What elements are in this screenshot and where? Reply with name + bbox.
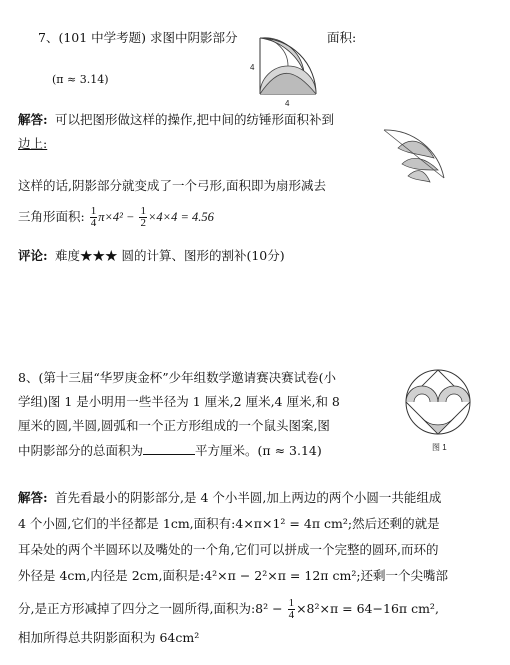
problem7-title-tail: 面积:	[327, 30, 357, 45]
fraction-one-quarter-8: $\frac{1}{4}$	[288, 597, 295, 621]
pi-note: (π ≈ 3.14)	[52, 73, 109, 86]
comment-label: 评论:	[18, 248, 48, 263]
problem7-title: 7、(101 中学考题) 求图中阴影部分	[38, 30, 238, 45]
problem8-figure	[392, 366, 488, 456]
formula-part2: ×4×4 = 4.56	[147, 210, 214, 224]
problem7-figure	[240, 34, 320, 114]
line4-prefix: 三角形面积:	[18, 209, 85, 224]
problem7-text-line4	[18, 206, 214, 229]
problem8-solution-label: 解答:	[18, 490, 48, 505]
problem8-line2: 学组)图 1 是小明用一些半径为 1 厘米,2 厘米,4 厘米,和 8	[18, 394, 340, 409]
formula-part1: π×4² −	[98, 210, 135, 224]
transformed-lens-2	[402, 158, 438, 170]
problem8-solution-line2: 4 个小圆,它们的半径都是 1cm,面积有:4×π×1² = 4π cm²;然后还剩的就是	[18, 516, 440, 531]
problem7-solution-line2: 边上:	[18, 136, 48, 151]
problem8-solution-line5	[18, 598, 439, 621]
figure-label: 图 1	[432, 443, 447, 452]
problem7-text-line3: 这样的话,阴影部分就变成了一个弓形,面积即为扇形减去	[18, 178, 326, 193]
answer-blank	[143, 442, 195, 455]
problem7-solution-label: 解答:	[18, 112, 48, 127]
problem8-line4	[18, 442, 322, 459]
problem8-solution-line3: 耳朵处的两个半圆环以及嘴处的一个角,它们可以拼成一个完整的圆环,而环的	[18, 542, 439, 557]
problem8-line1: 8、(第十三届“华罗庚金杯”少年组数学邀请赛决赛试卷(小	[18, 370, 336, 385]
problem8-solution-line6: 相加所得总共阴影面积为 64cm²	[18, 630, 200, 645]
fraction-one-quarter: $\frac{1}{4}$	[90, 205, 97, 229]
transformed-lens-3	[408, 171, 430, 182]
problem8-solution-line1: 首先看最小的阴影部分,是 4 个小半圆,加上两边的两个小圆一共能组成	[55, 490, 442, 505]
side-label: 4	[250, 63, 255, 72]
problem8-solution-line4: 外径是 4cm,内径是 2cm,面积是:4²×π − 2²×π = 12π cm²;还剩一个尖嘴部	[18, 568, 449, 583]
line5-suffix: ×8²×π = 64−16π cm²,	[296, 601, 439, 616]
problem7-solution-line1: 可以把图形做这样的操作,把中间的纺锤形面积补到	[55, 112, 334, 127]
line5-prefix: 分,是正方形减掉了四分之一圆所得,面积为:8² −	[18, 601, 283, 616]
problem8-line3: 厘米的圆,半圆,圆弧和一个正方形组成的一个鼠头图案,图	[18, 418, 330, 433]
line4-prefix: 中阴影部分的总面积为	[18, 443, 144, 458]
problem7-transform-figure	[378, 118, 454, 190]
line4-suffix: 平方厘米。(π ≈ 3.14)	[195, 443, 322, 458]
bottom-label: 4	[285, 99, 290, 108]
fraction-one-half: $\frac{1}{2}$	[140, 205, 146, 229]
comment-text: 难度★★★ 圆的计算、图形的割补(10分)	[55, 248, 285, 263]
